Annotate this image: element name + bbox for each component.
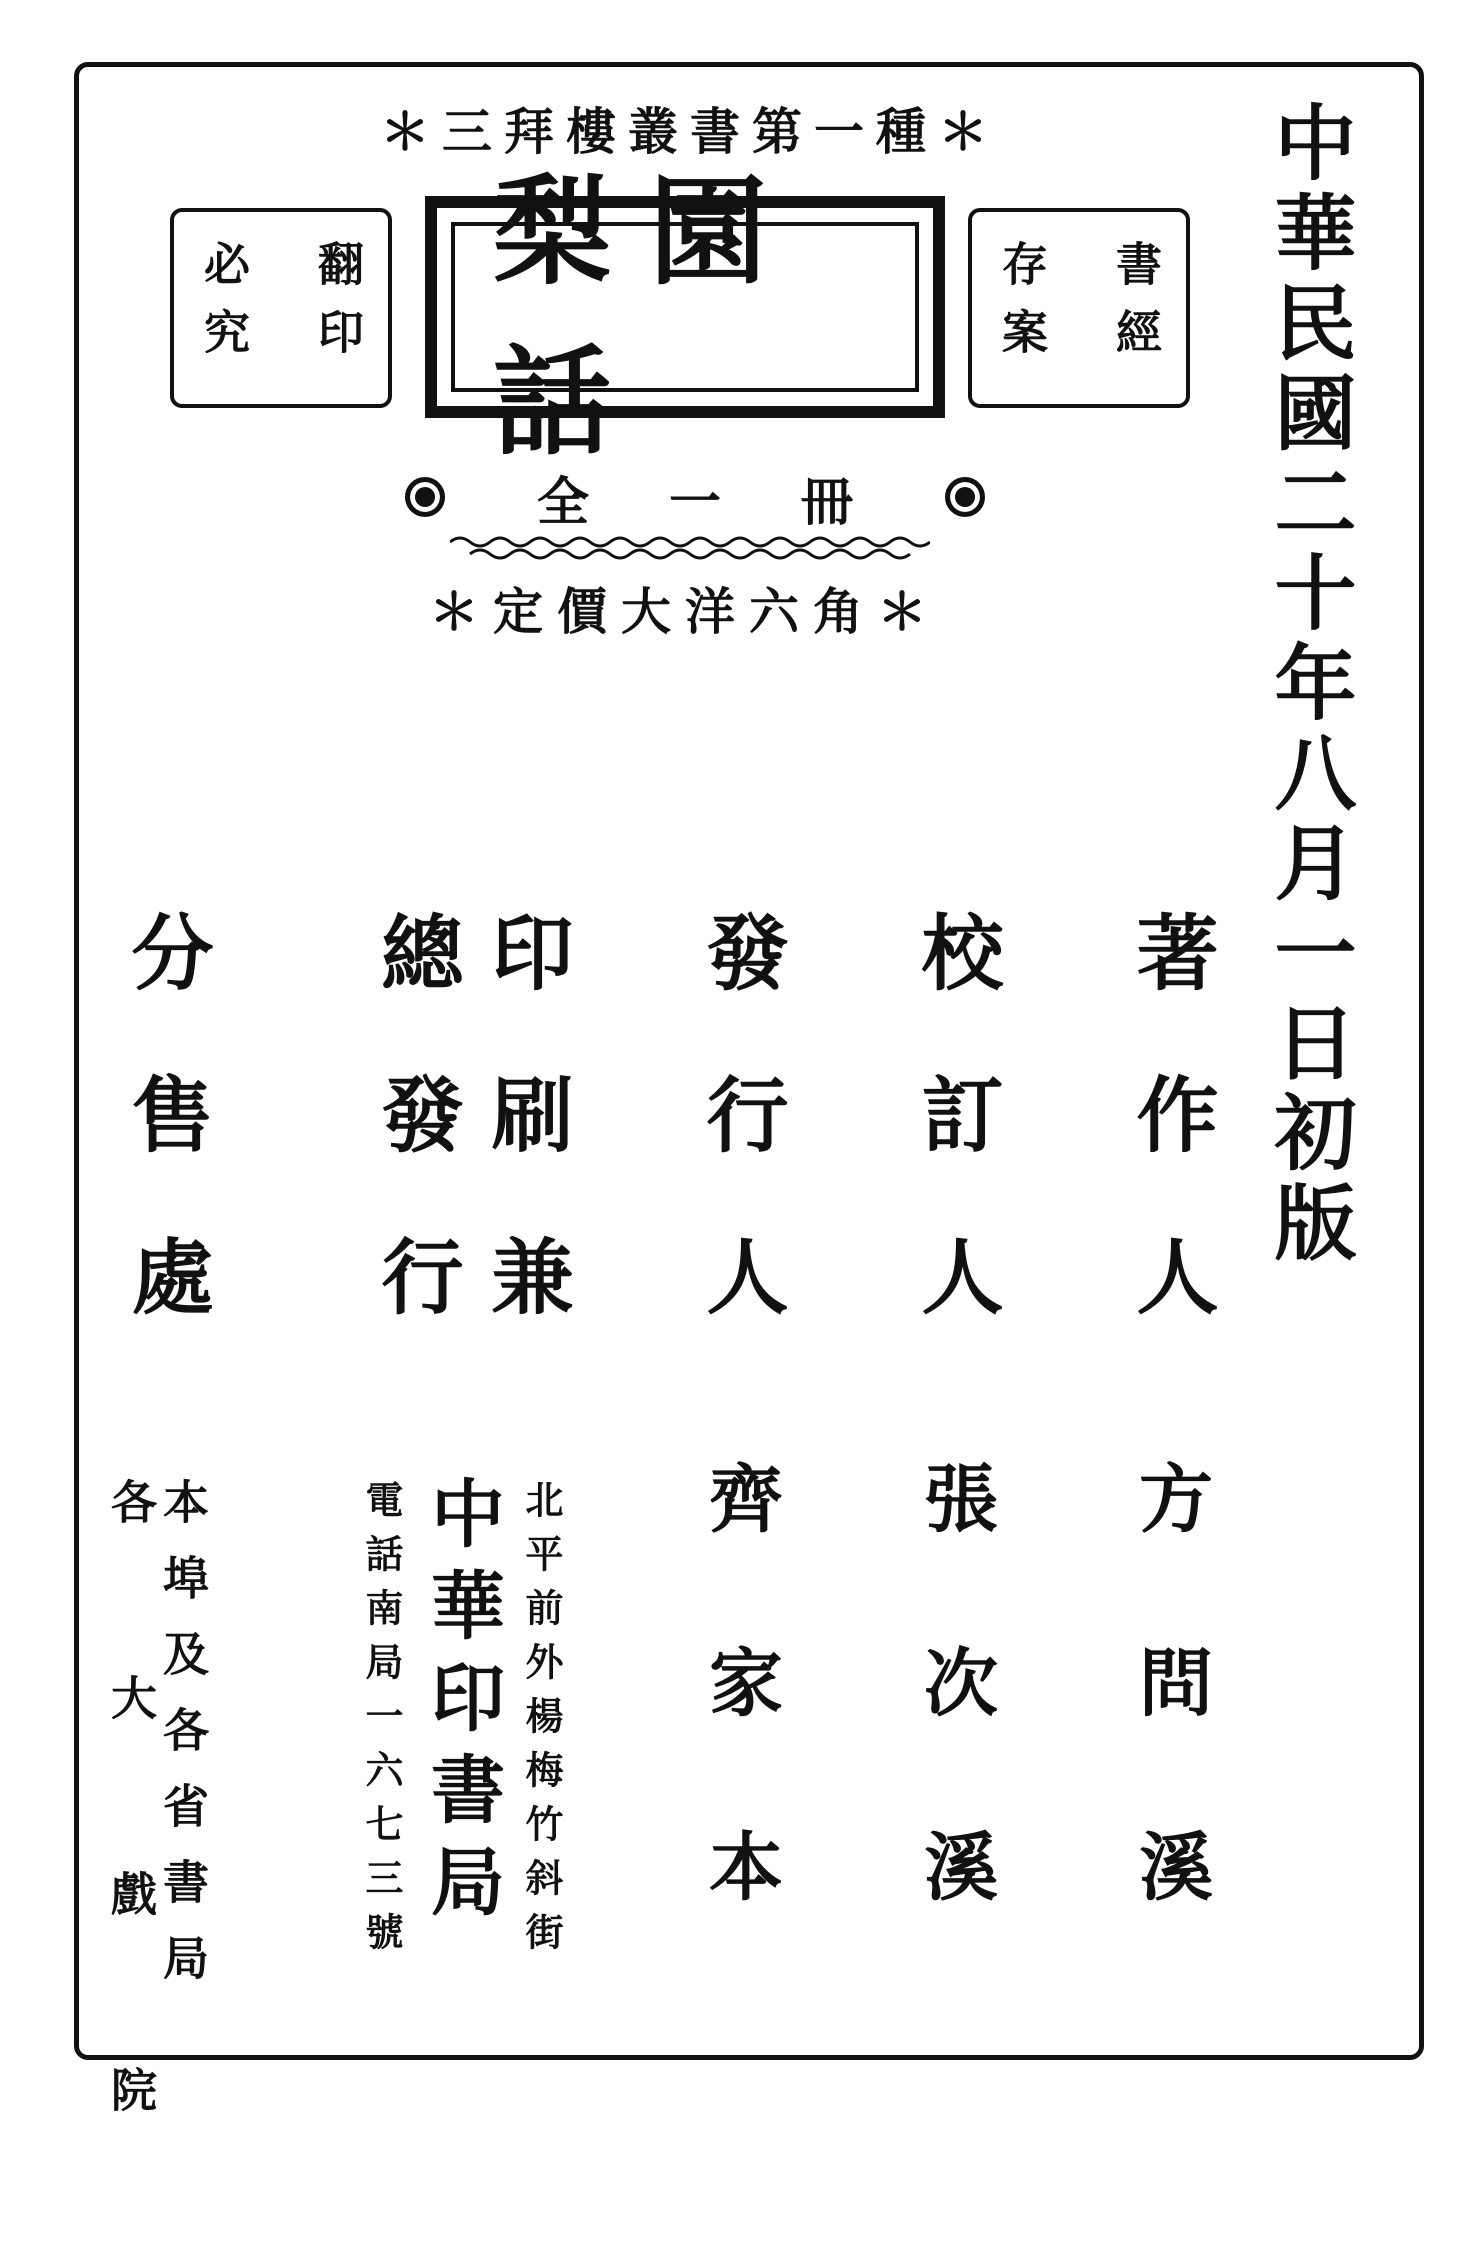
registration-box [968,208,1190,408]
printer-company: 中華印書局 [419,1475,505,1935]
printer-label-a: 印刷兼 [478,910,574,1396]
retailer-shops-a: 本埠及各省書局 [156,1478,210,2010]
copyright-col-1: 翻印 [311,240,365,376]
wave-divider [450,532,930,562]
editor-label: 校訂人 [908,910,1004,1396]
editor-name: 張次溪 [912,1460,998,2012]
publisher-label: 發行人 [693,910,789,1396]
book-title: 梨園話 [493,162,806,471]
printer-phone: 電話南局一六七三號 [359,1480,404,1966]
printer-label-b: 總發行 [368,910,464,1396]
right-bullet-icon [945,477,985,517]
price-line: ＊定價大洋六角＊ [429,582,941,641]
title-box [425,162,945,471]
retailer-label: 分售處 [118,910,214,1396]
publisher-name: 齊家本 [697,1460,783,2012]
left-bullet-icon [405,477,445,517]
printer-address: 北平前外楊梅竹斜街 [519,1480,564,1966]
registration-col-2: 存案 [995,240,1049,376]
volume-row [405,462,985,532]
copyright-col-2: 必究 [197,240,251,376]
author-label: 著作人 [1123,910,1219,1396]
retailer-shops-b: 各大戲院 [104,1478,158,2262]
series-line: ＊三拜樓叢書第一種＊ [380,102,1000,161]
edition-date: 中華民國二十年八月一日初版 [1261,100,1357,1270]
registration-col-1: 書經 [1109,240,1163,376]
author-name: 方問溪 [1127,1460,1213,2012]
volume-text: 全一冊 [536,471,933,533]
title-box-inner [451,162,919,471]
copyright-box [170,208,392,408]
